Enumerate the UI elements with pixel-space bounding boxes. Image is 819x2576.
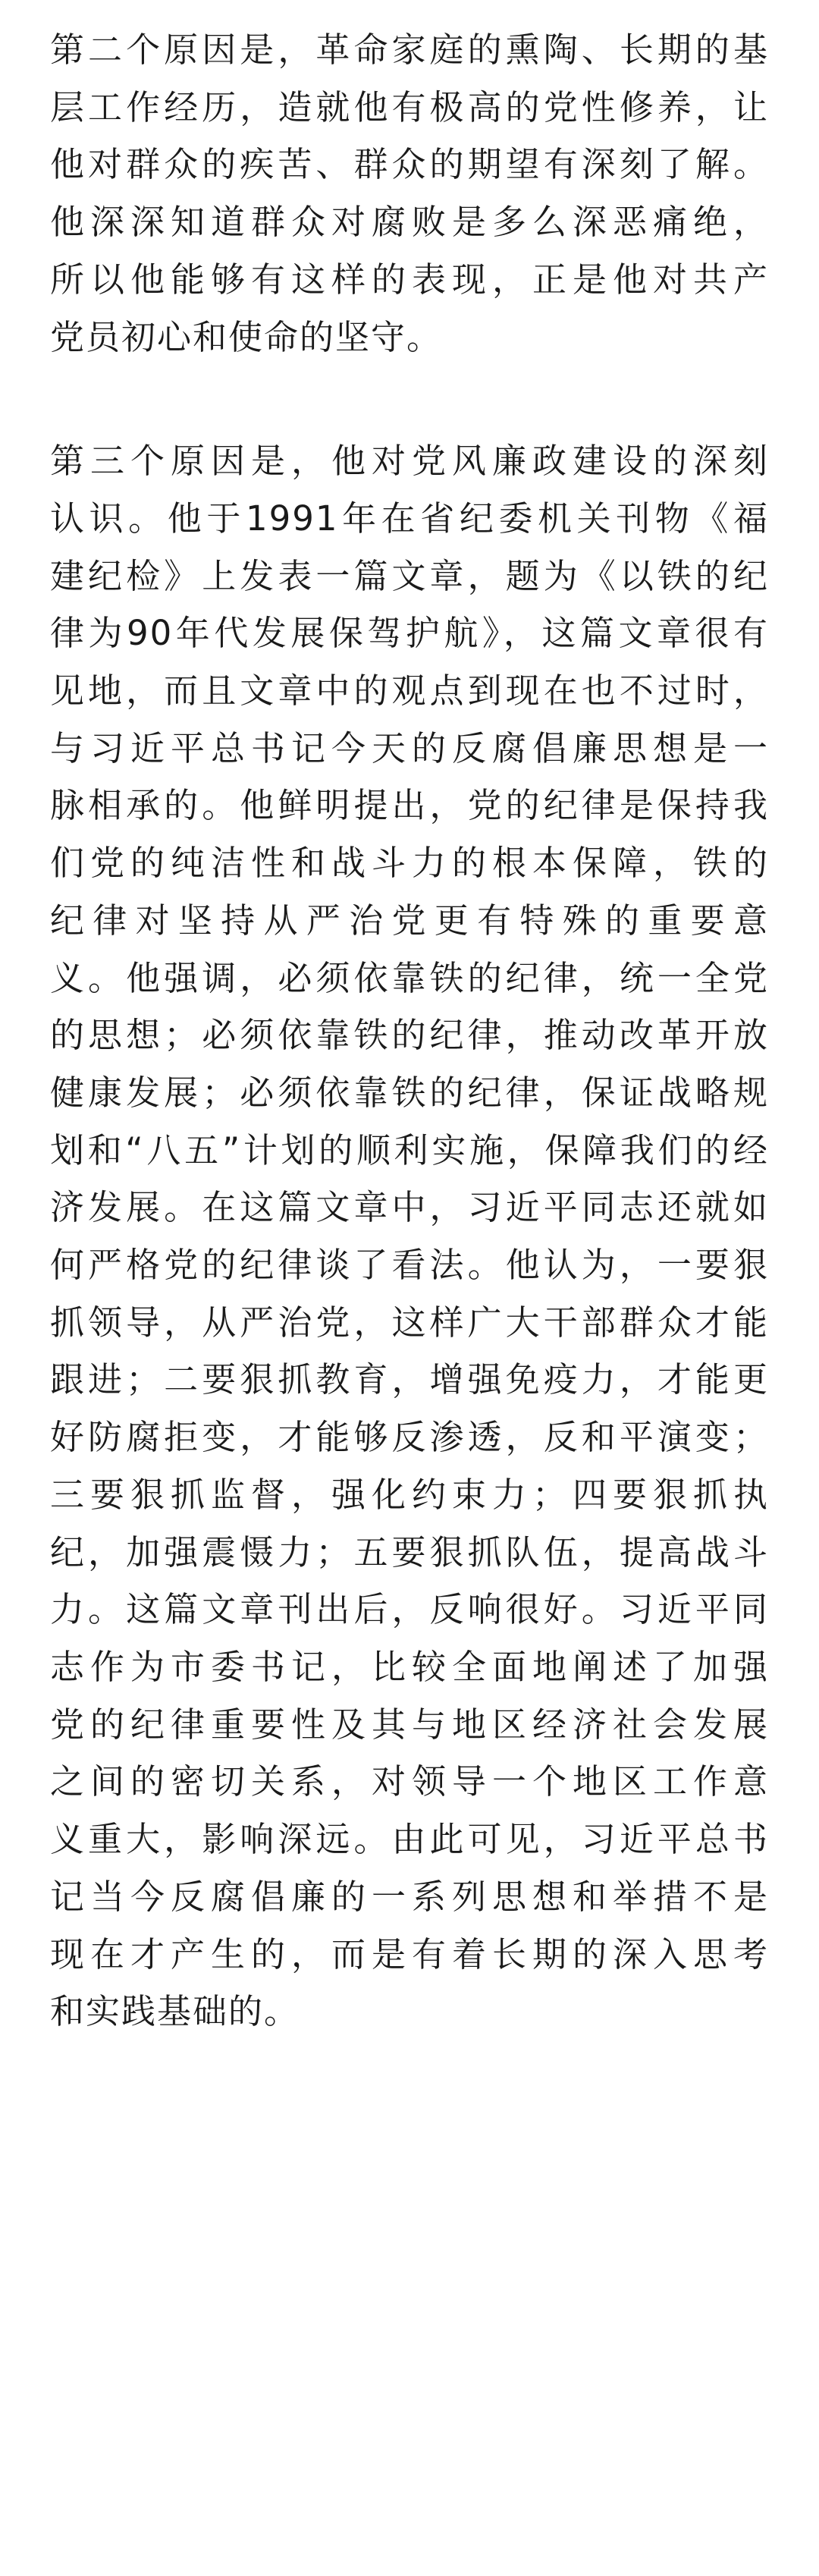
text-line: 之间的密切关系，对领导一个地区工作意	[50, 1761, 769, 1802]
text-line: 划和“八五”计划的顺利实施，保障我们的经	[50, 1129, 769, 1170]
text-line: 认识。他于1991年在省纪委机关刊物《福	[50, 498, 769, 539]
text-line: 力。这篇文章刊出后，反响很好。习近平同	[50, 1589, 769, 1630]
text-line: 和实践基础的。	[50, 1991, 300, 2032]
text-line: 律为90年代发展保驾护航》，这篇文章很有	[50, 613, 769, 654]
text-line: 所以他能够有这样的表现，正是他对共产	[50, 259, 769, 300]
text-line: 抓领导，从严治党，这样广大干部群众才能	[50, 1302, 769, 1343]
text-line: 现在才产生的，而是有着长期的深入思考	[50, 1934, 769, 1974]
text-line: 他对群众的疾苦、群众的期望有深刻了解。	[50, 144, 769, 185]
text-line: 党员初心和使命的坚守。	[50, 316, 443, 357]
text-line: 纪律对坚持从严治党更有特殊的重要意	[50, 900, 769, 941]
text-line: 们党的纯洁性和战斗力的根本保障，铁的	[50, 843, 769, 884]
text-line: 与习近平总书记今天的反腐倡廉思想是一	[50, 727, 769, 768]
text-line: 义重大，影响深远。由此可见，习近平总书	[50, 1819, 769, 1860]
text-line: 纪，加强震慑力；五要狠抓队伍，提高战斗	[50, 1531, 769, 1572]
paragraph-second-reason	[50, 21, 769, 366]
text-line: 第二个原因是，革命家庭的熏陶、长期的基	[50, 30, 769, 70]
text-line: 第三个原因是，他对党风廉政建设的深刻	[50, 441, 769, 482]
text-line: 见地，而且文章中的观点到现在也不过时，	[50, 671, 769, 712]
text-line: 层工作经历，造就他有极高的党性修养，让	[50, 86, 769, 127]
text-line: 跟进；二要狠抓教育，增强免疫力，才能更	[50, 1359, 769, 1400]
text-line: 健康发展；必须依靠铁的纪律，保证战略规	[50, 1072, 769, 1113]
text-line: 何严格党的纪律谈了看法。他认为，一要狠	[50, 1245, 769, 1286]
text-line: 三要狠抓监督，强化约束力；四要狠抓执	[50, 1474, 769, 1515]
text-line: 他深深知道群众对腐败是多么深恶痛绝，	[50, 202, 769, 243]
paragraph-third-reason	[50, 432, 769, 2040]
text-line: 记当今反腐倡廉的一系列思想和举措不是	[50, 1876, 769, 1917]
text-line: 志作为市委书记，比较全面地阐述了加强	[50, 1646, 769, 1687]
text-line: 建纪检》上发表一篇文章，题为《以铁的纪	[50, 555, 769, 596]
text-line: 济发展。在这篇文章中，习近平同志还就如	[50, 1187, 769, 1228]
text-line: 脉相承的。他鲜明提出，党的纪律是保持我	[50, 785, 769, 826]
text-line: 义。他强调，必须依靠铁的纪律，统一全党	[50, 957, 769, 998]
text-line: 好防腐拒变，才能够反渗透，反和平演变；	[50, 1417, 769, 1458]
text-line: 的思想；必须依靠铁的纪律，推动改革开放	[50, 1015, 769, 1056]
text-line: 党的纪律重要性及其与地区经济社会发展	[50, 1704, 769, 1745]
